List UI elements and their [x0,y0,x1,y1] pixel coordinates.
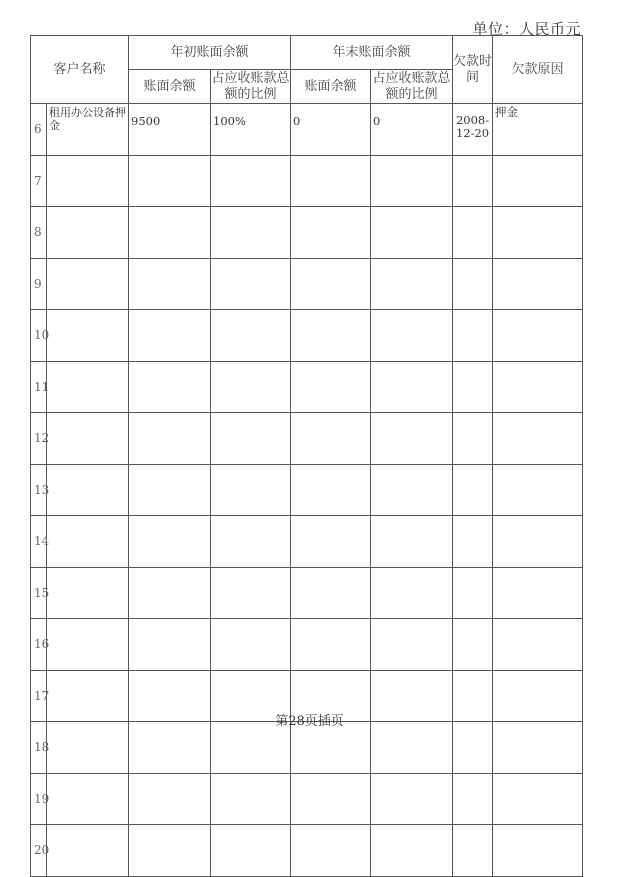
header-closing-balance: 年末账面余额 [291,36,453,70]
row-number: 11 [31,361,47,413]
row-number: 6 [31,104,47,156]
closing-ratio-cell [371,258,453,310]
row-number: 20 [31,825,47,877]
opening-balance-cell [129,361,211,413]
opening-ratio-cell [211,464,291,516]
table-row [31,722,583,774]
closing-ratio-cell [371,773,453,825]
arrears-time-cell: 2008-12-20 [453,104,493,156]
closing-balance-cell [291,464,371,516]
closing-ratio-cell [371,464,453,516]
arrears-time-cell [453,207,493,259]
opening-ratio-cell [211,413,291,465]
closing-balance-cell [291,722,371,774]
closing-ratio-cell [371,722,453,774]
table-row [31,773,583,825]
closing-balance-cell [291,516,371,568]
closing-ratio-cell: 0 [371,104,453,156]
arrears-time-cell [453,567,493,619]
closing-balance-cell [291,258,371,310]
closing-ratio-cell [371,825,453,877]
arrears-reason-cell [493,464,583,516]
opening-ratio-cell [211,773,291,825]
opening-ratio-cell [211,155,291,207]
arrears-time-cell [453,310,493,362]
arrears-time-cell [453,722,493,774]
closing-ratio-cell [371,310,453,362]
opening-balance-cell [129,825,211,877]
opening-ratio-cell [211,207,291,259]
arrears-reason-cell [493,516,583,568]
closing-balance-cell: 0 [291,104,371,156]
customer-name-cell [47,464,129,516]
header-closing-ratio: 占应收账款总额的比例 [372,70,451,102]
table-row [31,310,583,362]
arrears-reason-cell [493,258,583,310]
closing-balance-cell [291,413,371,465]
arrears-time-cell [453,825,493,877]
customer-name-cell [47,413,129,465]
opening-balance-cell [129,464,211,516]
arrears-time-cell [453,155,493,207]
arrears-reason-cell [493,567,583,619]
closing-ratio-cell [371,619,453,671]
arrears-time-cell [453,516,493,568]
opening-balance-cell [129,619,211,671]
arrears-time-cell [453,258,493,310]
customer-name-cell [47,567,129,619]
table-row [31,104,583,156]
opening-balance-cell [129,773,211,825]
opening-ratio-cell [211,567,291,619]
header-arrears-reason: 欠款原因 [493,36,583,104]
row-number: 10 [31,310,47,362]
closing-balance-cell [291,825,371,877]
opening-ratio-cell [211,619,291,671]
opening-ratio-cell [211,516,291,568]
opening-balance-cell [129,516,211,568]
unit-label: 单位：人民币元 [472,20,581,38]
row-number: 7 [31,155,47,207]
closing-ratio-cell [371,155,453,207]
table-row [31,464,583,516]
closing-ratio-cell [371,361,453,413]
arrears-time-cell [453,773,493,825]
opening-ratio-cell [211,258,291,310]
opening-balance-cell [129,155,211,207]
closing-ratio-cell [371,413,453,465]
arrears-reason-cell: 押金 [493,104,583,156]
opening-balance-cell [129,567,211,619]
customer-name-cell: 租用办公设备押金 [47,104,129,156]
customer-name-cell [47,619,129,671]
arrears-reason-cell [493,722,583,774]
opening-ratio-cell: 100% [211,104,291,156]
arrears-time-cell [453,619,493,671]
opening-balance-cell [129,722,211,774]
closing-balance-cell [291,619,371,671]
row-number: 12 [31,413,47,465]
customer-name-cell [47,516,129,568]
customer-name-cell [47,361,129,413]
opening-balance-cell [129,207,211,259]
arrears-reason-cell [493,773,583,825]
opening-balance-cell [129,413,211,465]
customer-name-cell [47,258,129,310]
row-number: 17 [31,670,47,722]
arrears-reason-cell [493,619,583,671]
closing-balance-cell [291,207,371,259]
arrears-time-cell [453,464,493,516]
table-row [31,413,583,465]
row-number: 14 [31,516,47,568]
table-row [31,619,583,671]
table-row [31,155,583,207]
table-row [31,516,583,568]
header-opening-ratio: 占应收账款总额的比例 [211,70,290,102]
row-number: 9 [31,258,47,310]
table-row [31,825,583,877]
opening-balance-cell [129,258,211,310]
header-arrears-time: 欠款时间 [453,36,493,104]
arrears-reason-cell [493,413,583,465]
table-row [31,567,583,619]
row-number: 13 [31,464,47,516]
row-number: 19 [31,773,47,825]
row-number: 8 [31,207,47,259]
closing-ratio-cell [371,567,453,619]
customer-name-cell [47,207,129,259]
arrears-reason-cell [493,155,583,207]
closing-ratio-cell [371,516,453,568]
closing-balance-cell [291,773,371,825]
header-customer-name: 客户名称 [31,36,129,104]
opening-balance-cell: 9500 [129,104,211,156]
arrears-reason-cell [493,207,583,259]
receivables-table [30,35,583,877]
arrears-reason-cell [493,825,583,877]
header-opening-balance: 年初账面余额 [129,36,291,70]
arrears-reason-cell [493,361,583,413]
customer-name-cell [47,825,129,877]
closing-balance-cell [291,361,371,413]
table-row [31,258,583,310]
table-row [31,361,583,413]
page-footer: 第28页插页 [275,714,344,729]
opening-balance-cell [129,310,211,362]
arrears-time-cell [453,413,493,465]
customer-name-cell [47,722,129,774]
closing-balance-cell [291,310,371,362]
closing-balance-cell [291,155,371,207]
opening-ratio-cell [211,361,291,413]
header-closing-book-balance: 账面余额 [291,70,371,104]
opening-ratio-cell [211,310,291,362]
arrears-reason-cell [493,310,583,362]
table-body [31,104,583,877]
customer-name-cell [47,773,129,825]
opening-ratio-cell [211,722,291,774]
closing-ratio-cell [371,207,453,259]
customer-name-cell [47,155,129,207]
closing-balance-cell [291,567,371,619]
customer-name-cell [47,310,129,362]
arrears-time-cell [453,361,493,413]
header-opening-book-balance: 账面余额 [129,70,211,104]
row-number: 15 [31,567,47,619]
row-number: 16 [31,619,47,671]
table-row [31,207,583,259]
row-number: 18 [31,722,47,774]
opening-ratio-cell [211,825,291,877]
